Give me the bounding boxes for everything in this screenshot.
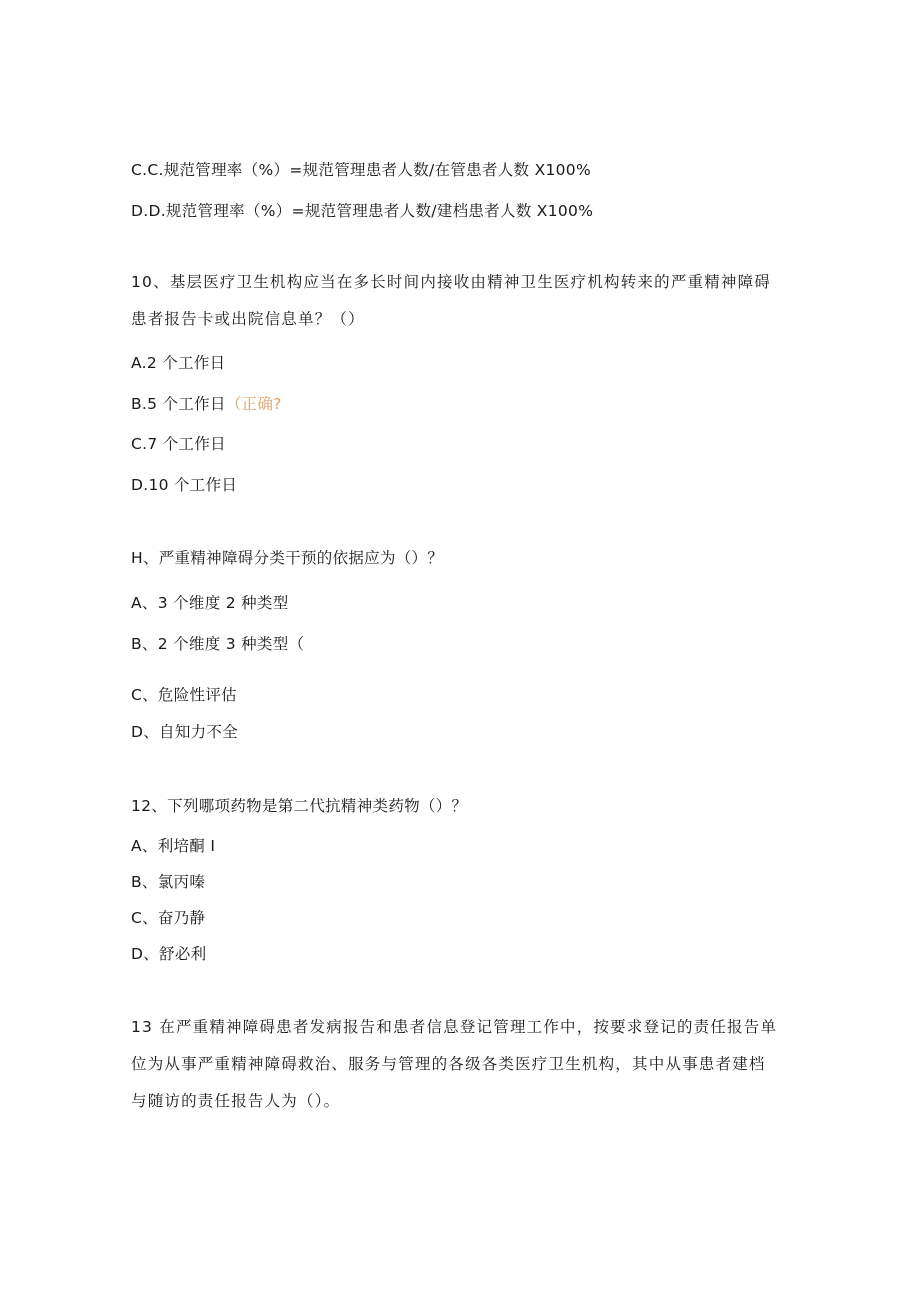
q11-option-b: B、2 个维度 3 种类型（ [131,635,305,653]
q13-stem-line2: 位为从事严重精神障碍救治、服务与管理的各级各类医疗卫生机构，其中从事患者建档 [131,1055,766,1073]
q10-option-d: D.10 个工作日 [131,476,238,494]
q13-stem-line1: 13 在严重精神障碍患者发病报告和患者信息登记管理工作中，按要求登记的责任报告单 [131,1018,778,1036]
q10-option-b [131,393,282,415]
q10-stem-line1: 10、基层医疗卫生机构应当在多长时间内接收由精神卫生医疗机构转来的严重精神障碍 [131,273,772,291]
q10-option-c: C.7 个工作日 [131,435,226,453]
q11-stem: H、严重精神障碍分类干预的依据应为（）？ [131,549,444,567]
q9-option-c: C.C.规范管理率（%）=规范管理患者人数/在管患者人数 X100% [131,161,591,179]
q12-option-c: C、奋乃静 [131,909,206,927]
q11-option-d: D、自知力不全 [131,723,239,741]
q12-option-a: A、利培酮 I [131,837,216,855]
q12-stem: 12、下列哪项药物是第二代抗精神类药物（）？ [131,797,468,815]
q12-option-b: B、氯丙嗪 [131,873,206,891]
q10-option-a: A.2 个工作日 [131,354,226,372]
answer-note: （正确? [225,395,282,413]
q12-option-d: D、舒必利 [131,945,207,963]
q11-option-c: C、危险性评估 [131,686,237,704]
q11-option-a: A、3 个维度 2 种类型 [131,594,289,612]
q10-stem-line2: 患者报告卡或出院信息单？（） [131,310,365,328]
q13-stem-line3: 与随访的责任报告人为（）。 [131,1092,341,1110]
q9-option-d: D.D.规范管理率（%）=规范管理患者人数/建档患者人数 X100% [131,202,594,220]
q10-option-b-text: B.5 个工作日 [131,395,226,413]
